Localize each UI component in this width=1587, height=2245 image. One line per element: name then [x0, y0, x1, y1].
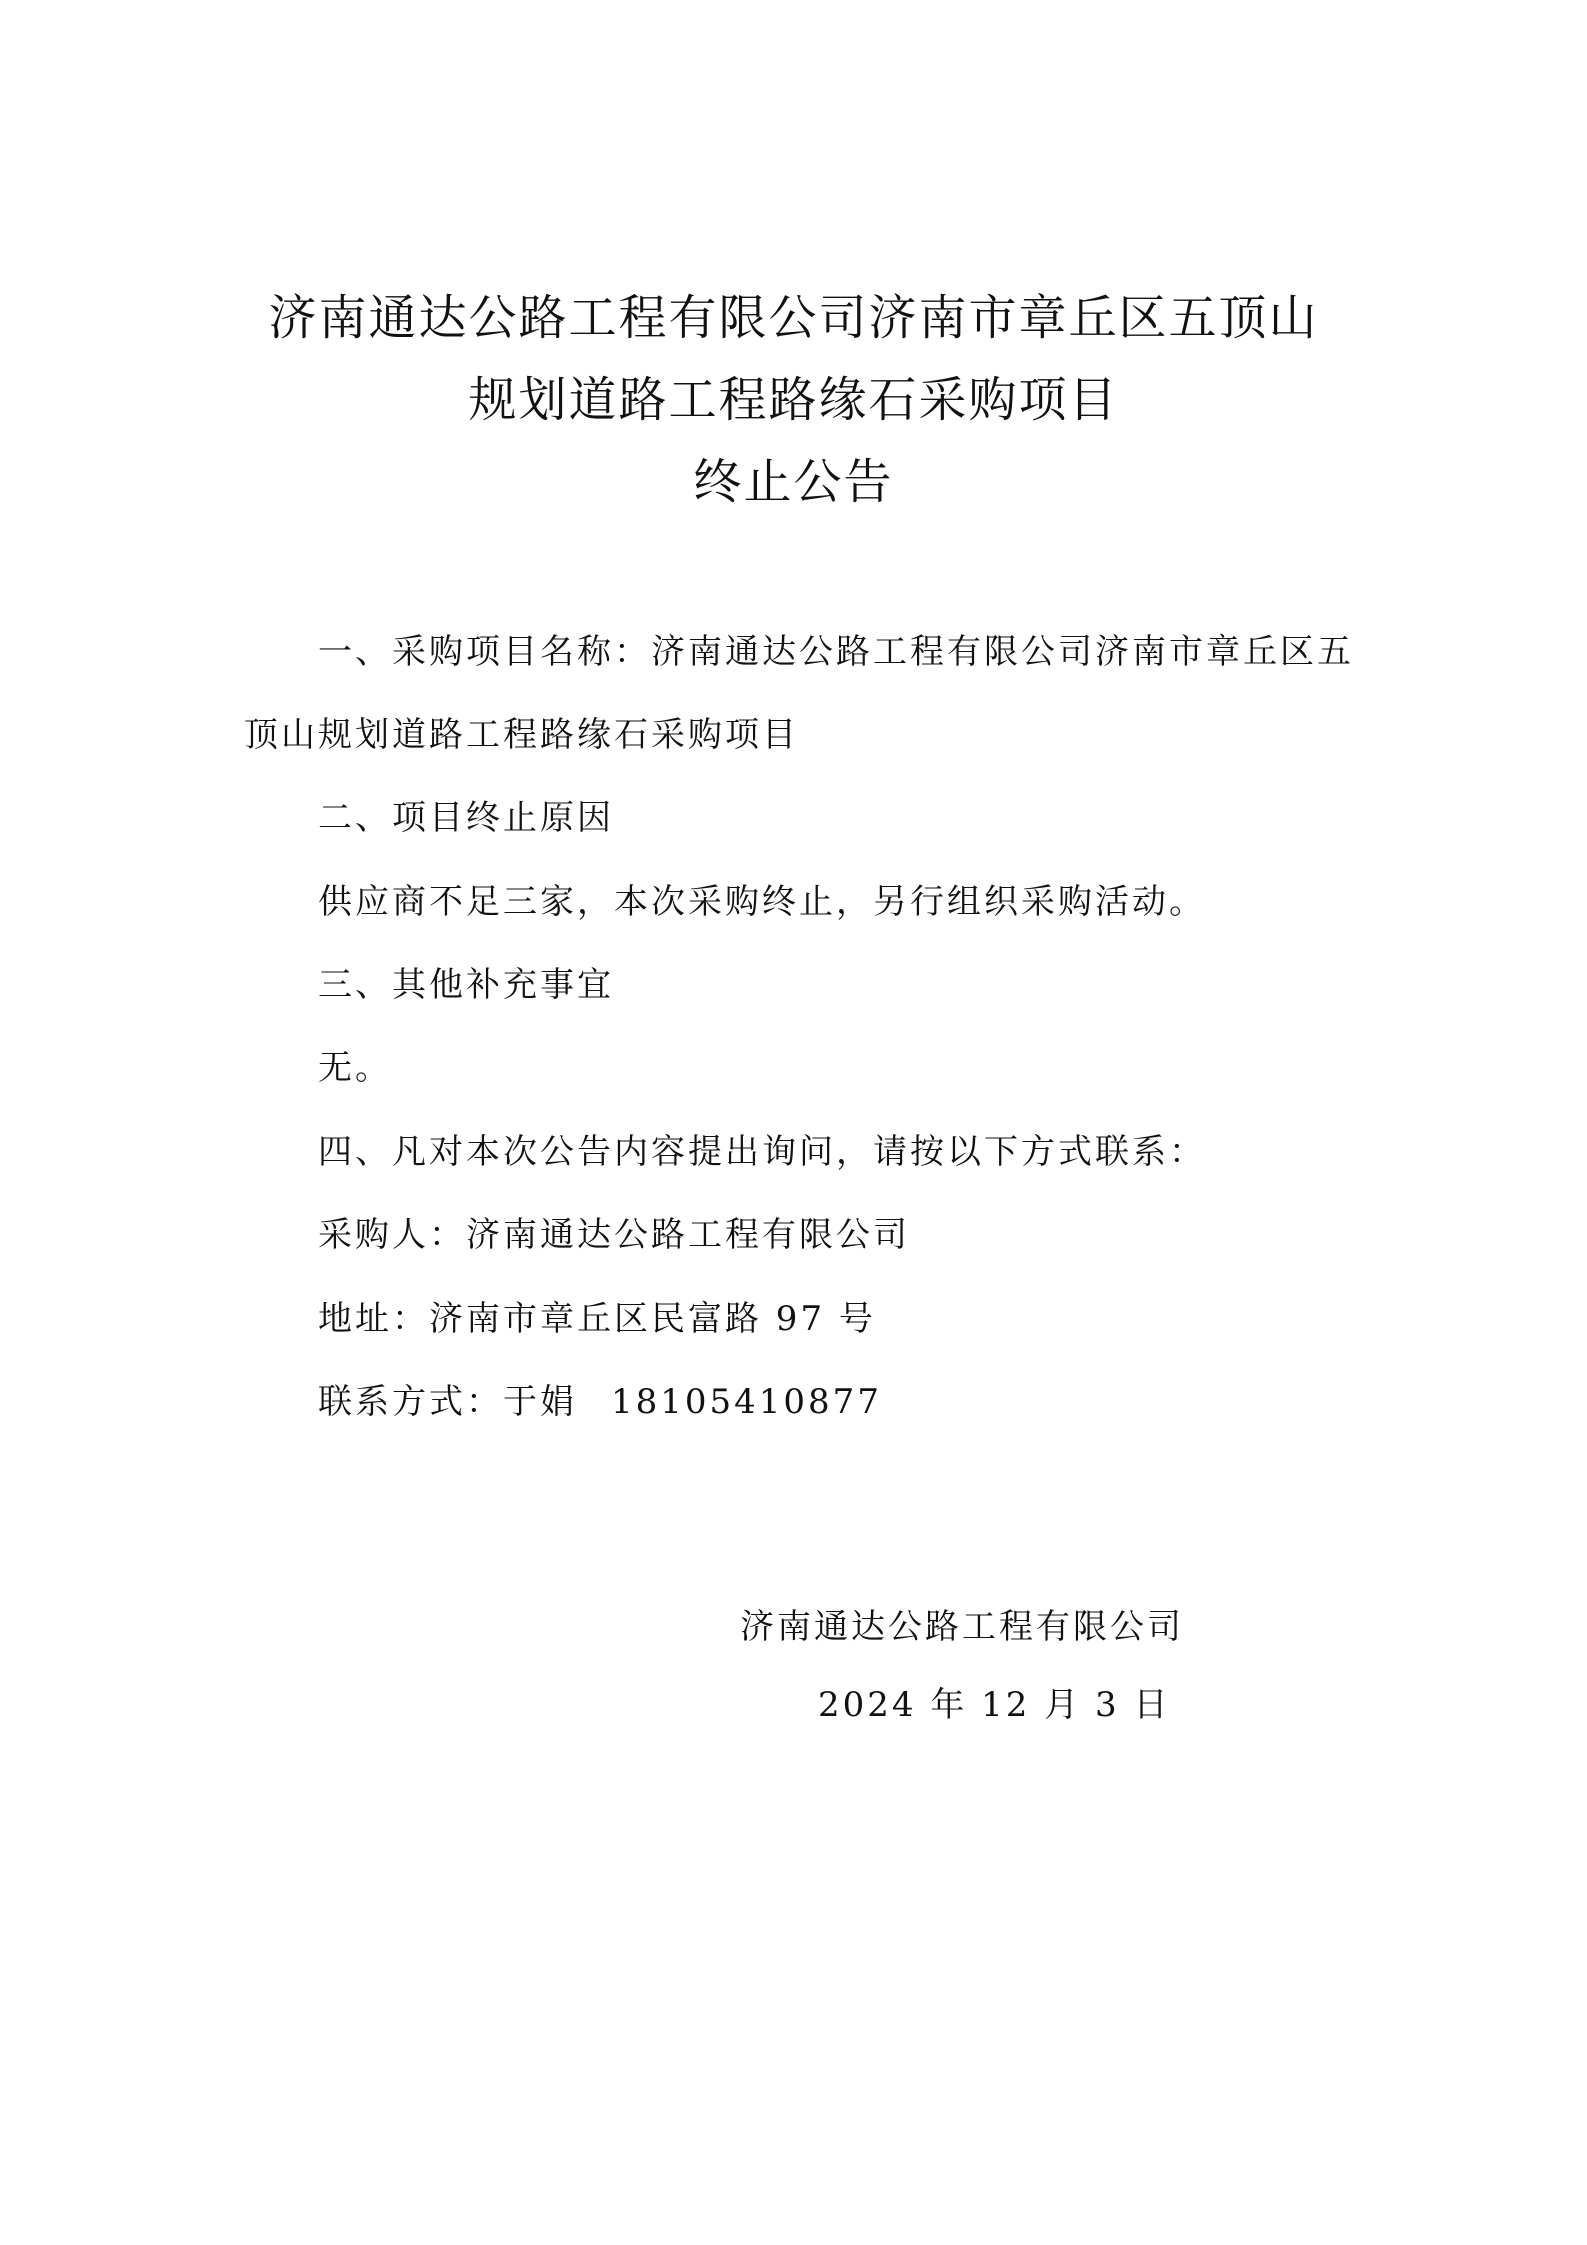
reason-heading: 二、项目终止原因: [318, 798, 614, 838]
purchaser-line: 采购人：济南通达公路工程有限公司: [318, 1215, 910, 1255]
title-line-1: 济南通达公路工程有限公司济南市章丘区五顶山: [268, 290, 1319, 346]
signature-organization: 济南通达公路工程有限公司: [740, 1607, 1184, 1647]
contact-heading: 四、凡对本次公告内容提出询问，请按以下方式联系：: [318, 1132, 1206, 1172]
contact-line: [318, 1380, 882, 1424]
other-text: 无。: [318, 1048, 392, 1088]
title-line-3: 终止公告: [693, 454, 894, 510]
address-line: 地址：济南市章丘区民富路 97 号: [318, 1299, 876, 1339]
signature-date: 2024 年 12 月 3 日: [818, 1685, 1171, 1725]
reason-text: 供应商不足三家，本次采购终止，另行组织采购活动。: [318, 882, 1206, 922]
project-name-line-2: 顶山规划道路工程路缘石采购项目: [244, 715, 799, 755]
contact-label: 联系方式：于娟: [318, 1382, 577, 1422]
contact-phone: 18105410877: [611, 1382, 882, 1422]
other-heading: 三、其他补充事宜: [318, 965, 614, 1005]
title-line-2: 规划道路工程路缘石采购项目: [468, 372, 1119, 428]
project-name-line-1: 一、采购项目名称：济南通达公路工程有限公司济南市章丘区五: [318, 632, 1354, 672]
